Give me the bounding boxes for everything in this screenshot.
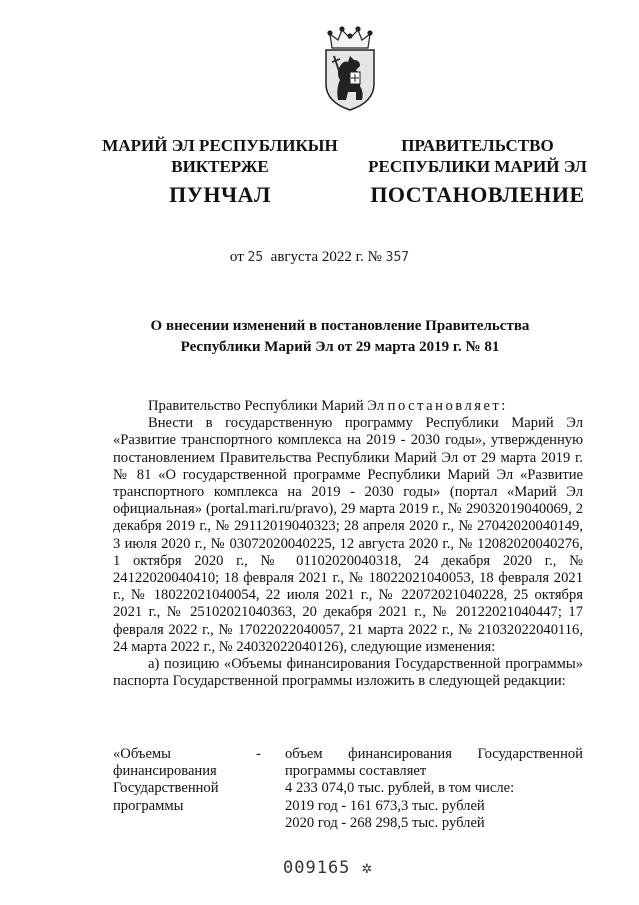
serial-number: 009165 (283, 858, 351, 878)
table-left-line: финансирования (113, 763, 217, 780)
funding-table-right (285, 746, 583, 832)
header-right (355, 135, 600, 208)
paragraph-1 (113, 398, 583, 415)
document-number: 357 (385, 250, 410, 265)
header-right-line2: РЕСПУБЛИКИ МАРИЙ ЭЛ (368, 157, 587, 176)
table-right-line: 2020 год - 268 298,5 тыс. рублей (285, 814, 485, 831)
table-dash: - (256, 746, 261, 762)
table-left-line: Государственной (113, 780, 219, 797)
title-line2: Республики Марий Эл от 29 марта 2019 г. № 81 (180, 339, 500, 355)
date-line (0, 249, 639, 266)
date-prefix: от (229, 249, 244, 265)
paragraph-2: Внести в государственную программу Республики Марий Эл «Развитие транспортного комплекса на 2019 - 2030 годы», утвержденную постановлением Правительства Республики Марий Эл от 29 марта 2019 г. № 81 «О государственной программе Республики Марий Эл «Развитие транспортного комплекса на 2019 - 2030 годы» (портал «Марий Эл официальная» (portal.mari.ru/pravo), 29 марта 2019 г., № 29032019040069, 2 декабря 2019 г., № 29112019040323; 28 апреля 2020 г., № 27042020040149, 3 июля 2020 г., № 03072020040225, 12 августа 2020 г., № 12082020040276, 1 октября 2020 г., № 01102020040318, 24 декабря 2020 г., № 24122020040410; 18 февраля 2021 г., № 18022021040053, 18 февраля 2021 г., № 18022021040054, 22 июля 2021 г., № 22072021040228, 25 октября 2021 г., № 25102021040363, 20 декабря 2021 г., № 20122021040447; 17 февраля 2022 г., № 17022022040057, 21 марта 2022 г., № 21032022040116, 24 марта 2022 г., № 24032022040126), следующие изменения: (113, 415, 583, 655)
table-right-line: объем финансирования Государственной программы составляет (285, 746, 583, 780)
document-body (113, 398, 583, 690)
coat-of-arms-emblem (320, 26, 380, 112)
table-right-line: 2019 год - 161 673,3 тыс. рублей (285, 797, 485, 814)
paragraph-3: а) позицию «Объемы финансирования Государственной программы» паспорта Государственной программы изложить в следующей редакции: (113, 656, 583, 690)
table-left-line: «Объемы (113, 746, 171, 762)
header-left-title: ПУНЧАЛ (169, 182, 271, 207)
table-right-line: 4 233 074,0 тыс. рублей, в том числе: (285, 780, 515, 797)
ornament-icon: ✲ (361, 858, 373, 878)
header-left-line2: ВИКТЕРЖЕ (171, 157, 269, 176)
serial-number-stamp (283, 858, 373, 878)
paragraph-1-start: Правительство Республики Марий Эл (148, 398, 385, 414)
header-left (90, 135, 350, 208)
table-left-line: программы (113, 797, 184, 814)
document-title (90, 316, 590, 358)
funding-table-left (113, 746, 263, 815)
date-day: 25 (247, 250, 264, 265)
header-right-title: ПОСТАНОВЛЕНИЕ (370, 182, 585, 207)
title-line1: О внесении изменений в постановление Правительства (150, 318, 530, 334)
paragraph-1-decree: постановляет: (387, 398, 508, 414)
header-right-line1: ПРАВИТЕЛЬСТВО (401, 136, 554, 155)
crown-icon (328, 27, 372, 48)
header-left-line1: МАРИЙ ЭЛ РЕСПУБЛИКЫН (102, 136, 338, 155)
date-month-year: августа 2022 г. № (270, 249, 382, 265)
